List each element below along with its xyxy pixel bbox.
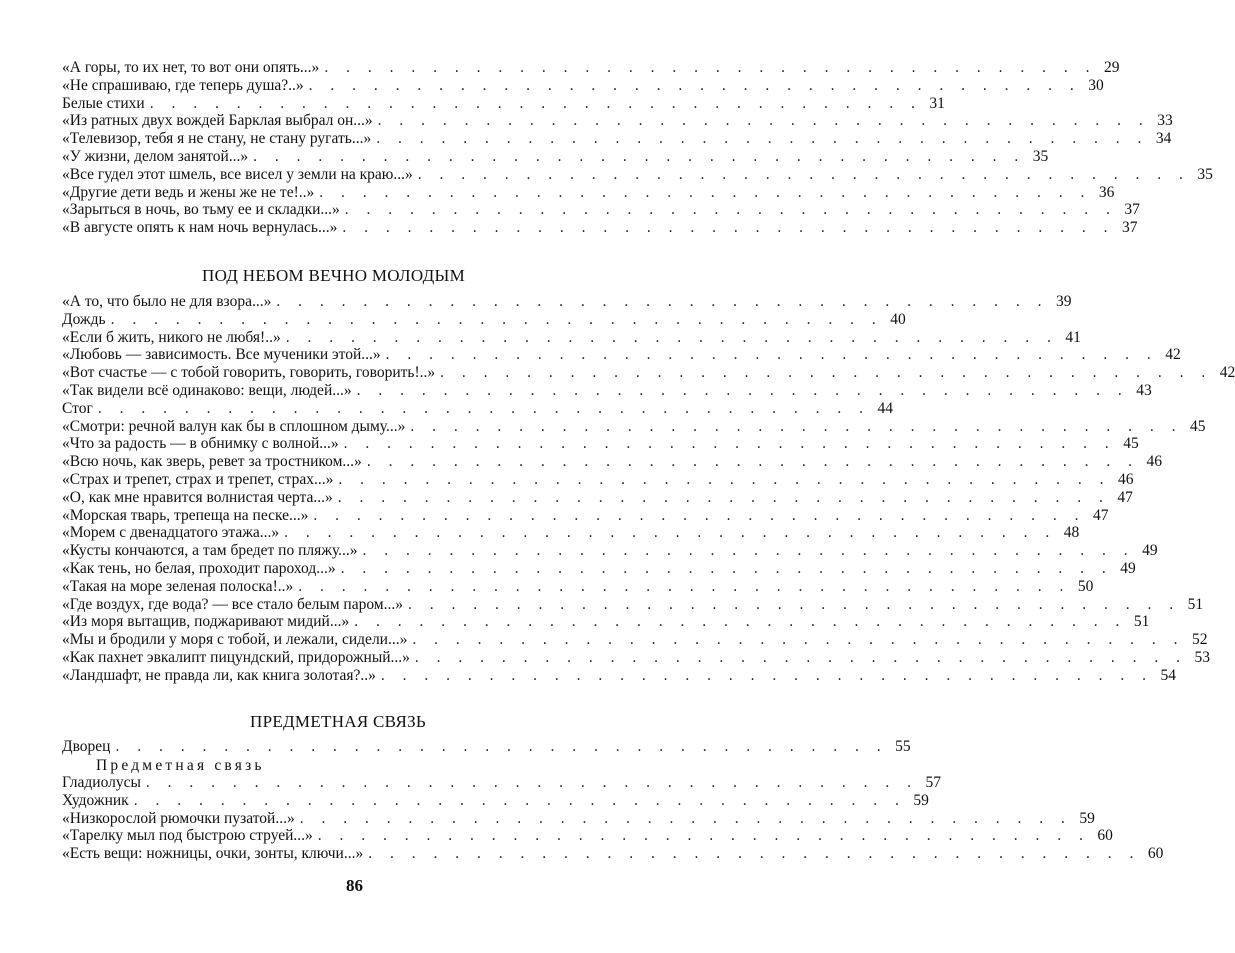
toc-entry [62,328,1081,347]
dot-leader: . . . . . . . . . . . . . . . . . . . . . . . . . . . . . . . . . . . . [337,488,1110,506]
toc-entry [62,183,1115,202]
dot-leader: . . . . . . . . . . . . . . . . . . . . . . . . . . . . . . . . . . . . [319,183,1092,201]
toc-entry [62,399,893,418]
toc-entry-title: Гладиолусы [62,774,141,791]
toc-entry-title: «Вот счастье — с тобой говорить, говорить, говорить!..» [62,364,436,382]
dot-leader: . . . . . . . . . . . . . . . . . . . . . . . . . . . . . . . . . . . . [440,364,1213,382]
toc-entry [62,165,1213,184]
toc-entry-title: «Низкорослой рюмочки пузатой...» [62,809,295,827]
dot-leader: . . . . . . . . . . . . . . . . . . . . . . . . . . . . . . . . . . . . [133,791,906,809]
toc-entry-page: 31 [929,94,945,112]
toc-entry-title: «Где воздух, где вода? — все стало белым паром...» [62,595,403,613]
dot-leader: . . . . . . . . . . . . . . . . . . . . . . . . . . . . . . . . . . . . [276,293,1049,310]
dot-leader: . . . . . . . . . . . . . . . . . . . . . . . . . . . . . . . . . . . . [356,381,1129,399]
toc-entry-page: 54 [1160,666,1177,684]
toc-entry-title: «Тарелку мыл под быстрою струей...» [62,827,313,845]
dot-leader: . . . . . . . . . . . . . . . . . . . . . . . . . . . . . . . . . . . . [285,328,1058,346]
toc-entry [62,559,1136,578]
toc-entry [62,595,1204,614]
toc-entry-title: «Как пахнет эвкалипт пицундский, придорожный...» [62,648,410,666]
dot-leader: . . . . . . . . . . . . . . . . . . . . . . . . . . . . . . . . . . . . [115,738,888,755]
toc-entry-page: 30 [1088,76,1104,94]
toc-entry [62,488,1133,507]
dot-leader: . . . . . . . . . . . . . . . . . . . . . . . . . . . . . . . . . . . . [342,219,1115,237]
toc-entry-title: «Телевизор, тебя я не стану, не стану ругать...» [62,130,372,148]
toc-entry-page: 51 [1187,595,1204,613]
page-number: 86 [346,876,363,895]
toc-section-1 [62,59,1213,237]
toc-entry [62,470,1134,489]
toc-entry-title: «А то, что было не для взора...» [62,293,272,310]
toc-entry-page: 60 [1147,845,1164,863]
toc-entry [62,94,945,113]
toc-entry [62,648,1211,667]
toc-entry-title: «Кусты кончаются, а там бредет по пляжу...» [62,542,358,560]
toc-entry-page: 45 [1189,417,1206,435]
toc-entry [62,417,1206,436]
toc-entry-page: 47 [1117,488,1133,506]
toc-entry-title: «Не спрашиваю, где теперь душа?..» [62,76,304,94]
toc-entry [62,112,1173,130]
dot-leader: . . . . . . . . . . . . . . . . . . . . . . . . . . . . . . . . . . . . [380,666,1154,684]
dot-leader: . . . . . . . . . . . . . . . . . . . . . . . . . . . . . . . . . . . . [408,595,1181,613]
toc-entry [62,453,1162,471]
dot-leader: . . . . . . . . . . . . . . . . . . . . . . . . . . . . . . . . . . . . [354,613,1127,631]
toc-entry-title: «Все гудел этот шмель, все висел у земли на краю...» [62,165,413,183]
toc-entry-page: 53 [1194,648,1211,666]
toc-entry-page: 39 [1055,293,1072,310]
toc-entry [62,310,906,329]
toc-entry-page: 59 [1079,809,1095,827]
toc-entry [62,791,929,810]
dot-leader: . . . . . . . . . . . . . . . . . . . . . . . . . . . . . . . . . . . . [317,827,1090,845]
toc-entry [62,774,942,792]
dot-leader: . . . . . . . . . . . . . . . . . . . . . . . . . . . . . . . . . . . . [149,94,922,112]
dot-leader: . . . . . . . . . . . . . . . . . . . . . . . . . . . . . . . . . . . . [299,809,1072,827]
toc-entry-page: 50 [1077,577,1094,595]
toc-entry [62,524,1080,542]
toc-entry [62,130,1172,148]
toc-section-3-first [62,738,911,756]
toc-entry [62,827,1113,845]
toc-entry-page: 44 [877,399,893,417]
toc-entry-title: «А горы, то их нет, то вот они опять...» [62,59,320,76]
toc-entry-title: Белые стихи [62,94,145,112]
toc-entry [62,631,1208,649]
toc-entry [62,738,911,756]
toc-entry [62,147,1049,166]
section-heading-2: ПРЕДМЕТНАЯ СВЯЗЬ [250,712,426,731]
toc-entry [62,577,1094,596]
toc-entry [62,506,1109,525]
dot-leader: . . . . . . . . . . . . . . . . . . . . . . . . . . . . . . . . . . . . [97,399,870,417]
toc-entry [62,201,1140,219]
toc-entry-title: «Ландшафт, не правда ли, как книга золотая?..» [62,666,376,684]
toc-entry-title: «Страх и трепет, страх и трепет, страх...» [62,470,334,488]
toc-entry [62,381,1152,400]
dot-leader: . . . . . . . . . . . . . . . . . . . . . . . . . . . . . . . . . . . . [284,524,1057,542]
dot-leader: . . . . . . . . . . . . . . . . . . . . . . . . . . . . . . . . . . . . [377,112,1150,130]
toc-entry-page: 36 [1098,183,1115,201]
dot-leader: . . . . . . . . . . . . . . . . . . . . . . . . . . . . . . . . . . . . [362,542,1135,560]
toc-entry-page: 49 [1120,559,1136,577]
toc-entry-title: «Так видели всё одинаково: вещи, людей...» [62,381,352,399]
toc-entry-page: 60 [1097,827,1113,845]
toc-entry-title: «У жизни, делом занятой...» [62,147,249,165]
dot-leader: . . . . . . . . . . . . . . . . . . . . . . . . . . . . . . . . . . . . [145,774,919,791]
toc-entry-page: 42 [1219,364,1235,382]
dot-leader: . . . . . . . . . . . . . . . . . . . . . . . . . . . . . . . . . . . . [324,59,1097,76]
toc-entry-title: Художник [62,791,129,809]
toc-entry-page: 41 [1065,328,1081,346]
toc-entry-title: «О, как мне нравится волнистая черта...» [62,488,333,506]
toc-entry-page: 46 [1146,453,1162,471]
toc-entry-title: «Другие дети ведь и жены же не те!..» [62,183,315,201]
subsection-heading: Предметная связь [96,757,265,774]
toc-entry-title: «Смотри: речной валун как бы в сплошном дыму...» [62,417,406,435]
toc-entry [62,845,1164,863]
dot-leader: . . . . . . . . . . . . . . . . . . . . . . . . . . . . . . . . . . . . [410,417,1183,435]
toc-entry-page: 45 [1123,435,1139,453]
toc-entry-title: «Зарыться в ночь, во тьму ее и складки...» [62,201,340,219]
toc-section-3 [62,774,1164,863]
toc-entry-title: «Есть вещи: ножницы, очки, зонты, ключи...» [62,845,364,863]
section-heading-1: ПОД НЕБОМ ВЕЧНО МОЛОДЫМ [202,266,466,285]
toc-section-2 [62,293,1235,685]
dot-leader: . . . . . . . . . . . . . . . . . . . . . . . . . . . . . . . . . . . . [343,435,1116,453]
toc-entry-page: 47 [1093,506,1109,524]
toc-entry-page: 57 [925,774,942,791]
dot-leader: . . . . . . . . . . . . . . . . . . . . . . . . . . . . . . . . . . . . [417,165,1190,183]
toc-entry [62,364,1235,382]
toc-entry-title: «Если б жить, никого не любя!..» [62,328,281,346]
dot-leader: . . . . . . . . . . . . . . . . . . . . . . . . . . . . . . . . . . . . [253,147,1026,165]
toc-entry-page: 49 [1142,542,1158,560]
toc-entry-page: 43 [1136,381,1152,399]
toc-entry-title: «В августе опять к нам ночь вернулась...» [62,219,338,237]
toc-entry-title: «Как тень, но белая, проходит пароход...» [62,559,336,577]
toc-entry-page: 46 [1118,470,1134,488]
toc-entry-title: Дворец [62,738,111,755]
toc-entry-title: «Такая на море зеленая полоска!..» [62,577,294,595]
dot-leader: . . . . . . . . . . . . . . . . . . . . . . . . . . . . . . . . . . . . [376,130,1149,148]
toc-entry [62,542,1158,560]
dot-leader: . . . . . . . . . . . . . . . . . . . . . . . . . . . . . . . . . . . . [110,310,883,328]
toc-entry [62,613,1150,631]
toc-entry-page: 40 [890,310,906,328]
toc-entry [62,219,1138,237]
toc-entry-page: 42 [1165,346,1181,364]
toc-entry-page: 48 [1063,524,1080,542]
toc-entry-title: «Морем с двенадцатого этажа...» [62,524,280,542]
toc-entry-title: «Из ратных двух вождей Барклая выбрал он...» [62,112,373,130]
toc-entry [62,76,1104,95]
toc-entry [62,435,1139,453]
toc-entry-title: «Морская тварь, трепеща на песке...» [62,506,309,524]
dot-leader: . . . . . . . . . . . . . . . . . . . . . . . . . . . . . . . . . . . . [344,201,1117,219]
toc-entry-page: 55 [895,738,911,755]
dot-leader: . . . . . . . . . . . . . . . . . . . . . . . . . . . . . . . . . . . . [308,76,1081,94]
toc-entry [62,666,1177,685]
toc-entry-title: Стог [62,399,93,417]
dot-leader: . . . . . . . . . . . . . . . . . . . . . . . . . . . . . . . . . . . . [385,346,1158,364]
toc-entry-title: «Мы и бродили у моря с тобой, и лежали, сидели...» [62,631,408,649]
toc-entry-page: 37 [1124,201,1140,219]
toc-entry [62,346,1181,364]
toc-entry-title: «Из моря вытащив, поджаривают мидий...» [62,613,350,631]
toc-entry-page: 59 [913,791,929,809]
dot-leader: . . . . . . . . . . . . . . . . . . . . . . . . . . . . . . . . . . . . [414,648,1188,666]
toc-entry-title: «Всю ночь, как зверь, ревет за тростником...» [62,453,362,471]
toc-entry-page: 37 [1122,219,1138,237]
toc-entry-page: 29 [1103,59,1120,76]
toc-entry-title: Дождь [62,310,106,328]
toc-entry-page: 52 [1191,631,1208,649]
toc-entry-page: 33 [1157,112,1173,130]
toc-entry [62,59,1120,77]
dot-leader: . . . . . . . . . . . . . . . . . . . . . . . . . . . . . . . . . . . . [366,453,1139,471]
dot-leader: . . . . . . . . . . . . . . . . . . . . . . . . . . . . . . . . . . . . [338,470,1111,488]
toc-entry-title: «Что за радость — в обнимку с волной...» [62,435,339,453]
toc-entry-title: «Любовь — зависимость. Все мученики этой...» [62,346,381,364]
dot-leader: . . . . . . . . . . . . . . . . . . . . . . . . . . . . . . . . . . . . [412,631,1185,649]
toc-entry-page: 34 [1155,130,1172,148]
toc-entry-page: 35 [1032,147,1049,165]
toc-entry [62,809,1095,828]
toc-entry [62,293,1072,311]
toc-entry-page: 35 [1197,165,1213,183]
dot-leader: . . . . . . . . . . . . . . . . . . . . . . . . . . . . . . . . . . . . [298,577,1071,595]
dot-leader: . . . . . . . . . . . . . . . . . . . . . . . . . . . . . . . . . . . . [340,559,1113,577]
dot-leader: . . . . . . . . . . . . . . . . . . . . . . . . . . . . . . . . . . . . [313,506,1086,524]
toc-entry-page: 51 [1133,613,1150,631]
dot-leader: . . . . . . . . . . . . . . . . . . . . . . . . . . . . . . . . . . . . [368,845,1141,863]
